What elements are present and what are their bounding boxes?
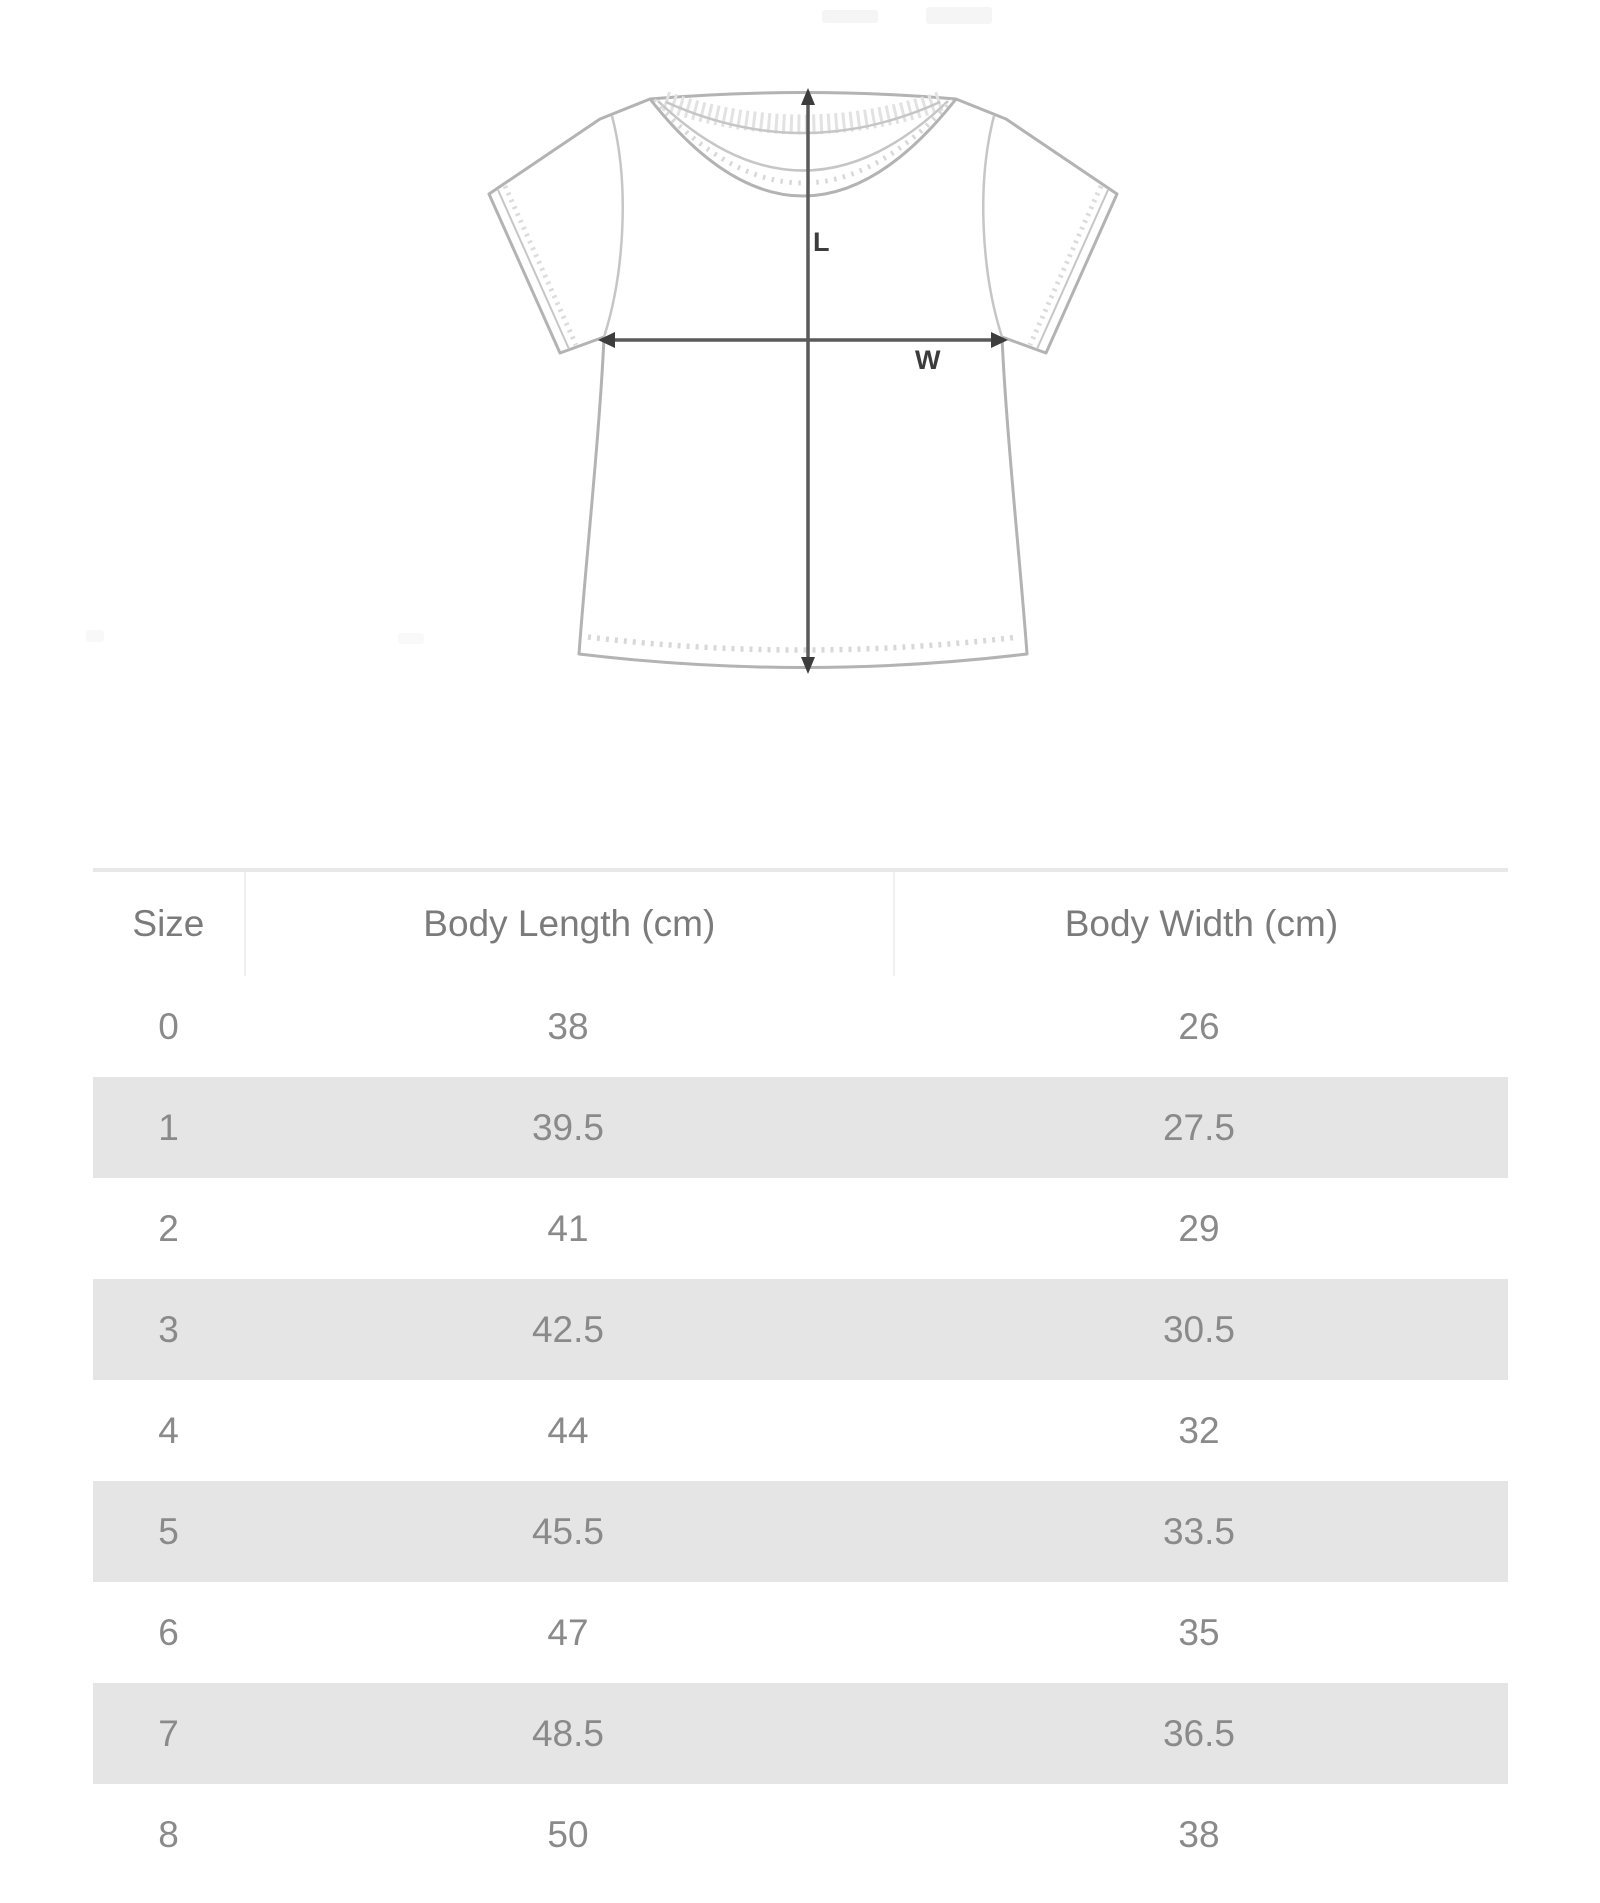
size-chart-table bbox=[93, 868, 1508, 1885]
size-cell: 2 bbox=[158, 1207, 179, 1249]
size-cell: 6 bbox=[158, 1611, 179, 1653]
column-header: Body Length (cm) bbox=[244, 872, 893, 976]
table-row bbox=[93, 1178, 1508, 1279]
scan-artifact bbox=[86, 630, 104, 642]
scan-artifact bbox=[398, 633, 424, 644]
table-header-row bbox=[93, 872, 1508, 976]
table-row bbox=[93, 1380, 1508, 1481]
body-width-cell: 38 bbox=[1178, 1813, 1220, 1855]
scan-artifact bbox=[926, 7, 992, 24]
table-row bbox=[93, 976, 1508, 1077]
table-row bbox=[93, 1481, 1508, 1582]
shirt-outline bbox=[489, 93, 1117, 668]
body-length-cell: 47 bbox=[547, 1611, 589, 1653]
body-length-cell: 39.5 bbox=[531, 1106, 604, 1148]
body-width-cell: 32 bbox=[1178, 1409, 1220, 1451]
body-width-cell: 26 bbox=[1178, 1005, 1220, 1047]
body-width-cell: 33.5 bbox=[1162, 1510, 1235, 1552]
size-cell: 8 bbox=[158, 1813, 179, 1855]
size-cell: 3 bbox=[158, 1308, 179, 1350]
size-cell: 4 bbox=[158, 1409, 179, 1451]
body-length-cell: 38 bbox=[547, 1005, 589, 1047]
tshirt-illustration bbox=[430, 30, 1180, 730]
length-label: L bbox=[813, 227, 830, 257]
size-cell: 0 bbox=[158, 1005, 179, 1047]
size-cell: 7 bbox=[158, 1712, 179, 1754]
width-label: W bbox=[915, 345, 941, 375]
size-cell: 1 bbox=[158, 1106, 179, 1148]
scan-artifact bbox=[822, 10, 878, 23]
body-length-cell: 50 bbox=[547, 1813, 589, 1855]
body-length-cell: 42.5 bbox=[531, 1308, 604, 1350]
body-length-cell: 44 bbox=[547, 1409, 589, 1451]
column-header: Body Width (cm) bbox=[893, 872, 1508, 976]
body-length-cell: 41 bbox=[547, 1207, 589, 1249]
column-header: Size bbox=[132, 903, 205, 944]
body-width-cell: 29 bbox=[1178, 1207, 1220, 1249]
table-row bbox=[93, 1582, 1508, 1683]
table-row bbox=[93, 1077, 1508, 1178]
body-width-cell: 36.5 bbox=[1162, 1712, 1235, 1754]
body-width-cell: 30.5 bbox=[1162, 1308, 1235, 1350]
table-body bbox=[93, 976, 1508, 1885]
tshirt-measurement-diagram bbox=[430, 30, 1180, 730]
body-width-cell: 35 bbox=[1178, 1611, 1220, 1653]
body-length-cell: 48.5 bbox=[531, 1712, 604, 1754]
size-cell: 5 bbox=[158, 1510, 179, 1552]
table-row bbox=[93, 1279, 1508, 1380]
table-row bbox=[93, 1683, 1508, 1784]
body-length-cell: 45.5 bbox=[531, 1510, 604, 1552]
body-width-cell: 27.5 bbox=[1162, 1106, 1235, 1148]
table-row bbox=[93, 1784, 1508, 1885]
